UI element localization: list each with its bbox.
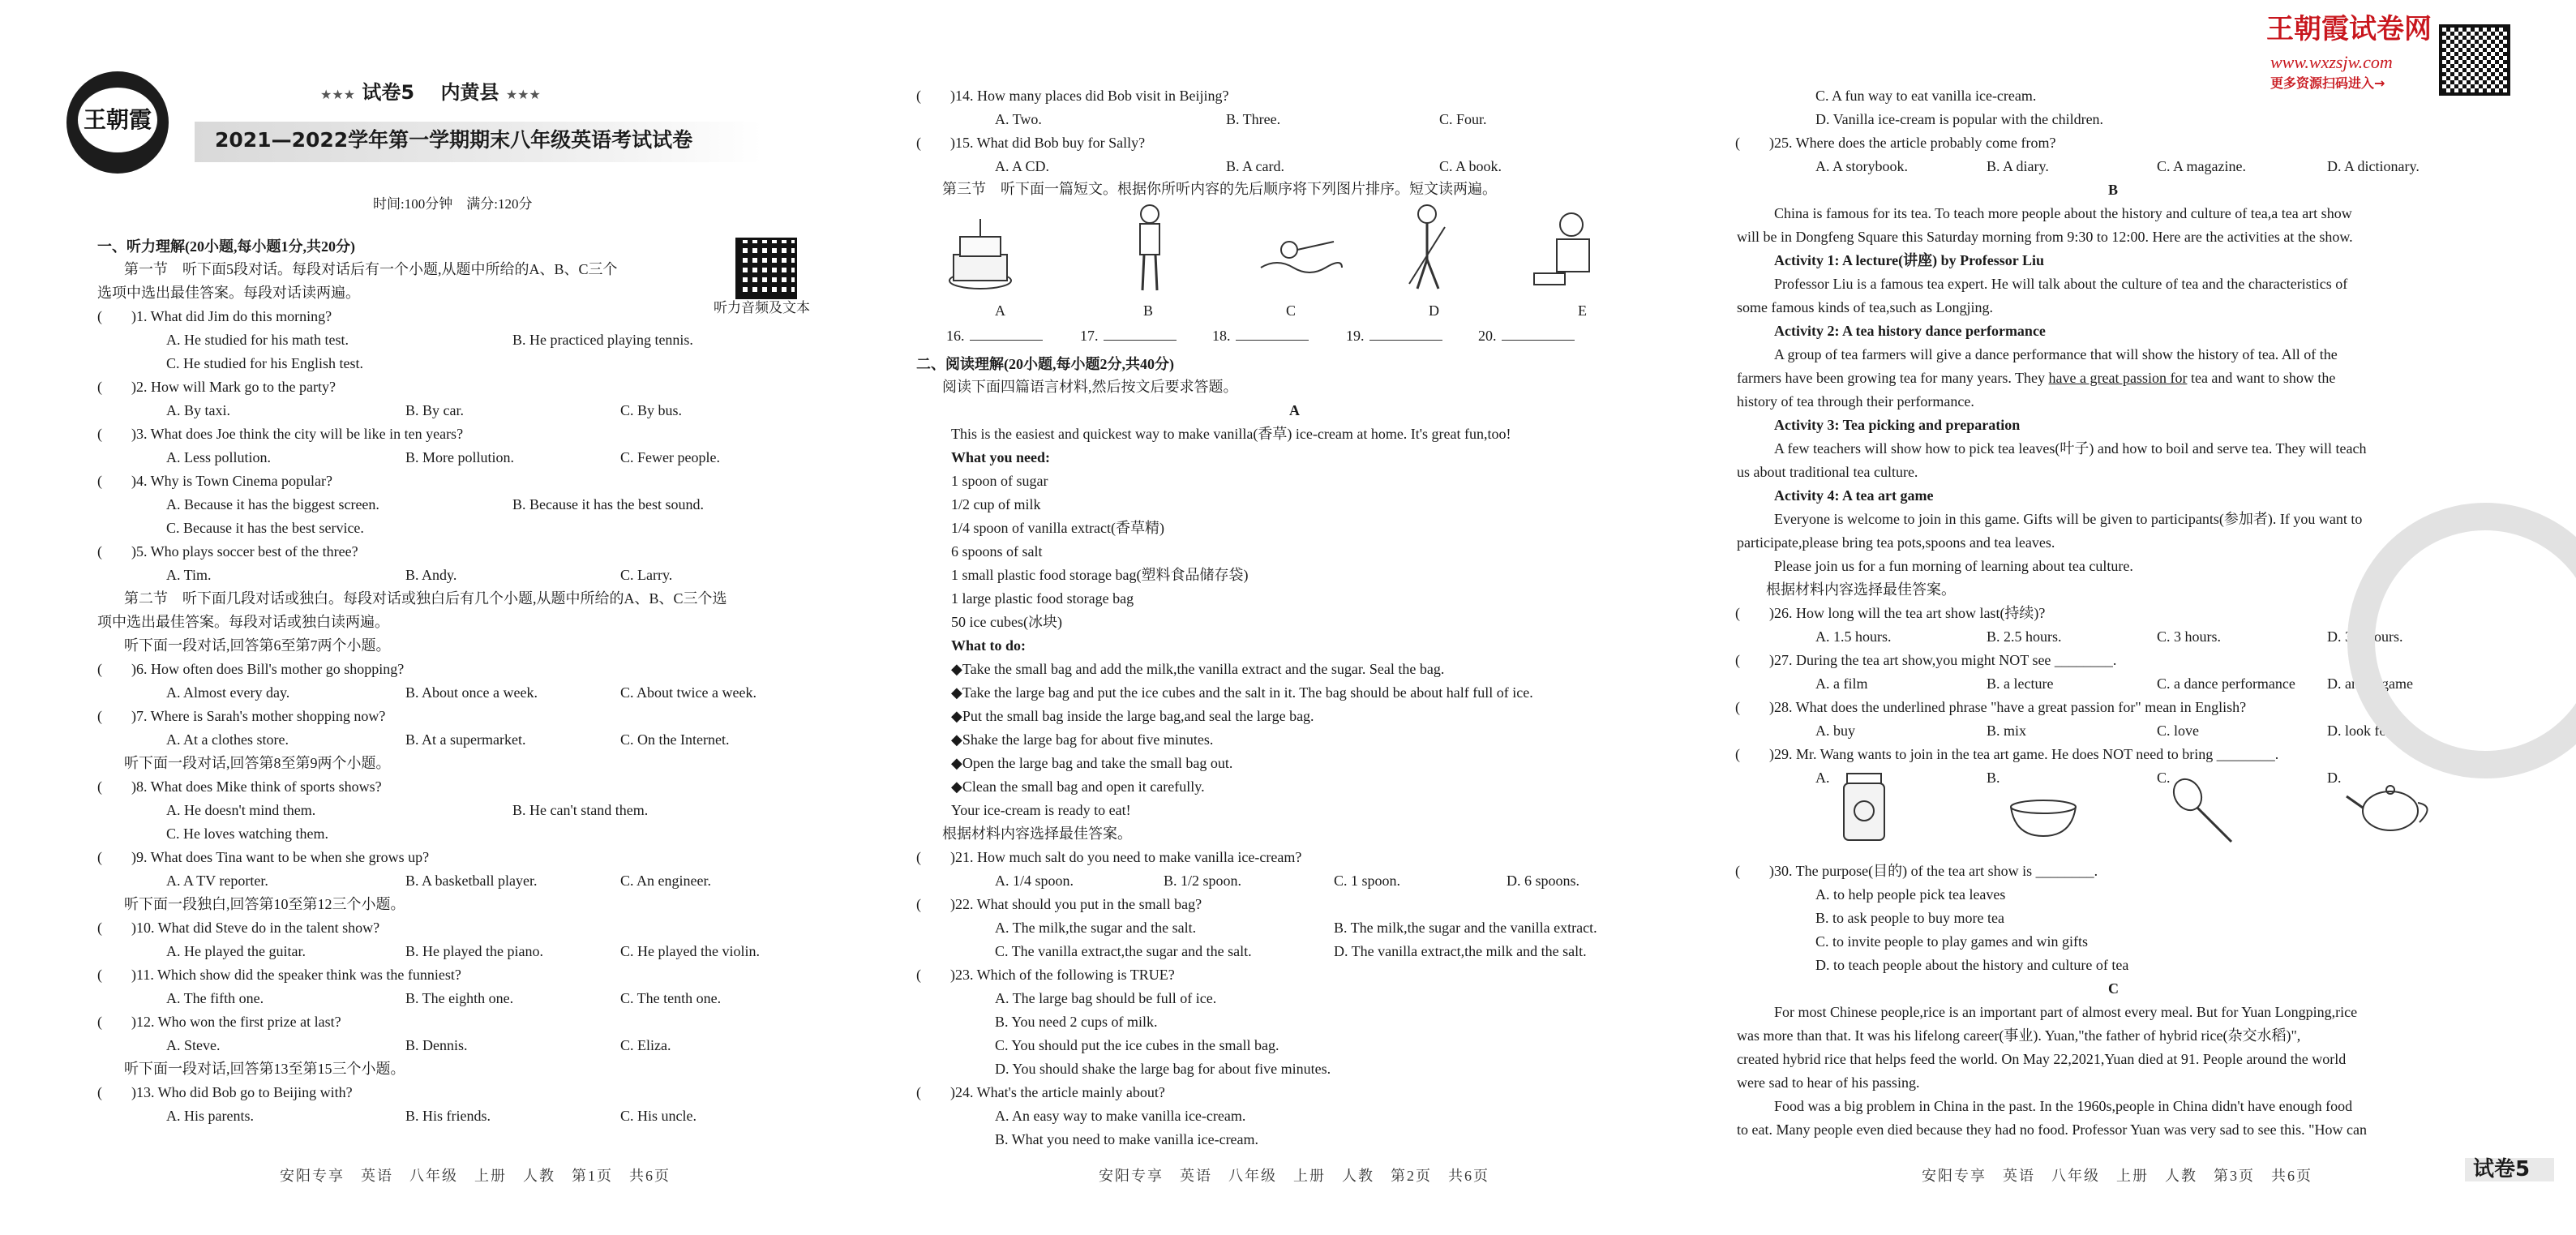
qr-code-icon: [735, 238, 797, 299]
option: B. 1/2 spoon.: [1164, 873, 1242, 889]
passage-text: Everyone is welcome to join in this game. Gifts will be given to participants(参加者). If you want to: [1774, 511, 2363, 527]
exam-meta: 时间:100分钟 满分:120分: [373, 196, 533, 212]
teapot-picture: [2343, 778, 2441, 835]
option: D. Vanilla ice-cream is popular with the children.: [1815, 111, 2104, 127]
answer-blank[interactable]: 19.: [1346, 324, 1442, 348]
page-footer: 安阳专享 英语 八年级 上册 人教 第1页 共6页: [280, 1168, 671, 1184]
instruction: 听下面一段对话,回答第13至第15三个小题。: [124, 1061, 405, 1077]
option: C. 1 spoon.: [1334, 873, 1401, 889]
option: C. a dance performance: [2157, 675, 2295, 692]
option: A. 1.5 hours.: [1815, 628, 1892, 645]
question: ( )24. What's the article mainly about?: [916, 1084, 1165, 1100]
option: B. A basketball player.: [405, 873, 538, 889]
passage-text: 1/2 cup of milk: [951, 496, 1041, 512]
passage-text: China is famous for its tea. To teach more people about the history and culture of tea,a tea art show: [1774, 205, 2352, 221]
boy-reading-picture: [1524, 207, 1614, 292]
option: B. Because it has the best sound.: [512, 496, 704, 512]
passage-text: Please join us for a fun morning of learning about tea culture.: [1774, 558, 2133, 574]
picture-label: E: [1578, 302, 1587, 319]
question: ( )25. Where does the article probably come from?: [1735, 135, 2056, 151]
question: ( )1. What did Jim do this morning?: [97, 308, 332, 324]
option: B. to ask people to buy more tea: [1815, 910, 2004, 926]
option: B. What you need to make vanilla ice-cream.: [995, 1131, 1259, 1147]
option: C. His uncle.: [620, 1108, 697, 1124]
passage-label: C: [2108, 980, 2119, 997]
option: A. He played the guitar.: [166, 943, 306, 959]
question: ( )6. How often does Bill's mother go shopping?: [97, 661, 405, 677]
instruction: 第一节 听下面5段对话。每段对话后有一个小题,从题中所给的A、B、C三个: [124, 261, 618, 277]
question: ( )14. How many places did Bob visit in Beijing?: [916, 88, 1229, 104]
question: ( )23. Which of the following is TRUE?: [916, 967, 1175, 983]
page-1: [0, 0, 859, 1235]
option: A. A storybook.: [1815, 158, 1909, 174]
option: D.: [2327, 770, 2342, 786]
option: B. Andy.: [405, 567, 457, 583]
option: B. a lecture: [1987, 675, 2054, 692]
option: C. Eliza.: [620, 1037, 671, 1053]
option: A. A TV reporter.: [166, 873, 268, 889]
option: D. an art game: [2327, 675, 2413, 692]
passage-subtitle: Activity 2: A tea history dance performance: [1774, 323, 2046, 339]
cake-picture: [947, 212, 1014, 292]
option: C. Fewer people.: [620, 449, 720, 465]
passage-text: 1 spoon of sugar: [951, 473, 1048, 489]
option: B. At a supermarket.: [405, 731, 526, 748]
question: ( )13. Who did Bob go to Beijing with?: [97, 1084, 353, 1100]
passage-text: ◆Take the small bag and add the milk,the vanilla extract and the sugar. Seal the bag.: [951, 661, 1445, 677]
option: C. Four.: [1439, 111, 1487, 127]
instruction: 第二节 听下面几段对话或独白。每段对话或独白后有几个小题,从题中所给的A、B、C三个选: [124, 590, 727, 607]
passage-text: were sad to hear of his passing.: [1737, 1074, 1920, 1091]
option: A. The fifth one.: [166, 990, 264, 1006]
question: ( )21. How much salt do you need to make vanilla ice-cream?: [916, 849, 1302, 865]
brand-more: 更多资源扫码进入→: [2270, 75, 2385, 91]
option: C. He loves watching them.: [166, 825, 328, 842]
passage-text: created hybrid rice that helps feed the world. On May 22,2021,Yuan died at 91. People around the world: [1737, 1051, 2347, 1067]
option: C. Because it has the best service.: [166, 520, 364, 536]
qr-caption: 听力音频及文本: [714, 300, 810, 315]
underlined-phrase: have a great passion for: [2048, 370, 2188, 386]
instruction: 根据材料内容选择最佳答案。: [1766, 581, 1956, 598]
instruction: 听下面一段独白,回答第10至第12三个小题。: [124, 896, 405, 912]
passage-text: ◆Take the large bag and put the ice cubes and the salt in it. The bag should be about half full of ice.: [951, 684, 1533, 701]
passage-text: will be in Dongfeng Square this Saturday morning from 9:30 to 12:00. Here are the activities at the show.: [1737, 229, 2353, 245]
question: ( )27. During the tea art show,you might NOT see ________.: [1735, 652, 2117, 668]
question: ( )22. What should you put in the small bag?: [916, 896, 1202, 912]
picture-label: C: [1286, 302, 1297, 319]
section-title: 一、听力理解(20小题,每小题1分,共20分): [97, 238, 355, 255]
option: D. look for: [2327, 723, 2392, 739]
picture-label: D: [1429, 302, 1439, 319]
option: C. A fun way to eat vanilla ice-cream.: [1815, 88, 2037, 104]
passage-text: This is the easiest and quickest way to make vanilla(香草) ice-cream at home. It's great fun,too!: [951, 426, 1511, 442]
option: D. to teach people about the history and culture of tea: [1815, 957, 2129, 973]
option: A. The large bag should be full of ice.: [995, 990, 1217, 1006]
spoon-picture: [2171, 777, 2236, 845]
option: D. The vanilla extract,the milk and the salt.: [1334, 943, 1587, 959]
option: C.: [2157, 770, 2171, 786]
option: B. He can't stand them.: [512, 802, 649, 818]
option: D. 6 spoons.: [1507, 873, 1580, 889]
swimmer-picture: [1257, 227, 1346, 284]
passage-text: For most Chinese people,rice is an important part of almost every meal. But for Yuan Longping,rice: [1774, 1004, 2358, 1020]
answer-blank[interactable]: 16.: [946, 324, 1043, 348]
option: C. 3 hours.: [2157, 628, 2222, 645]
option: B. His friends.: [405, 1108, 491, 1124]
passage-text: ◆Clean the small bag and open it carefully.: [951, 778, 1205, 795]
tea-leaves-jar-picture: [1839, 770, 1889, 843]
option: A. Tim.: [166, 567, 212, 583]
option: A. to help people pick tea leaves: [1815, 886, 2006, 903]
instruction: 根据材料内容选择最佳答案。: [942, 825, 1132, 842]
option: C. A book.: [1439, 158, 1502, 174]
option: A. Steve.: [166, 1037, 221, 1053]
question: ( )10. What did Steve do in the talent show?: [97, 920, 380, 936]
page-2: [908, 0, 1719, 1235]
boy-sweeping-picture: [1395, 203, 1459, 294]
passage-text: 1 small plastic food storage bag(塑料食品储存袋): [951, 567, 1249, 583]
option: A. At a clothes store.: [166, 731, 289, 748]
picture-label: A: [995, 302, 1005, 319]
passage-text: A group of tea farmers will give a dance performance that will show the history of tea. All of the: [1774, 346, 2338, 362]
question: ( )26. How long will the tea art show last(持续)?: [1735, 605, 2046, 621]
passage-text: 50 ice cubes(冰块): [951, 614, 1062, 630]
passage-text: us about traditional tea culture.: [1737, 464, 1918, 480]
brand-name: 王朝霞试卷网: [2266, 13, 2432, 45]
option: C. The vanilla extract,the sugar and the salt.: [995, 943, 1252, 959]
passage-text: 1/4 spoon of vanilla extract(香草精): [951, 520, 1164, 536]
passage-text: 1 large plastic food storage bag: [951, 590, 1134, 607]
picture-label: B: [1143, 302, 1154, 319]
question: ( )8. What does Mike think of sports shows?: [97, 778, 382, 795]
option: C. On the Internet.: [620, 731, 730, 748]
option: A. buy: [1815, 723, 1855, 739]
option: A. Two.: [995, 111, 1042, 127]
option: D. 3.5 hours.: [2327, 628, 2403, 645]
option: B. He practiced playing tennis.: [512, 332, 693, 348]
option: C. About twice a week.: [620, 684, 757, 701]
option: C. He played the violin.: [620, 943, 760, 959]
option: A. By taxi.: [166, 402, 230, 418]
passage-text: ◆Open the large bag and take the small bag out.: [951, 755, 1233, 771]
passage-text: ◆Shake the large bag for about five minutes.: [951, 731, 1214, 748]
option: B. More pollution.: [405, 449, 514, 465]
instruction: 阅读下面四篇语言材料,然后按文后要求答题。: [942, 379, 1238, 395]
option: A. A CD.: [995, 158, 1050, 174]
question: ( )15. What did Bob buy for Sally?: [916, 135, 1146, 151]
option: A. The milk,the sugar and the salt.: [995, 920, 1197, 936]
passage-subtitle: Activity 1: A lecture(讲座) by Professor Liu: [1774, 252, 2044, 268]
option: C. Larry.: [620, 567, 673, 583]
page-footer: 安阳专享 英语 八年级 上册 人教 第2页 共6页: [1099, 1168, 1489, 1184]
option: B. He played the piano.: [405, 943, 543, 959]
option: B. By car.: [405, 402, 464, 418]
passage-subtitle: Activity 4: A tea art game: [1774, 487, 1934, 504]
option: A.: [1815, 770, 1830, 786]
exam-title: 2021—2022学年第一学期期末八年级英语考试试卷: [215, 128, 693, 152]
boy-standing-picture: [1125, 203, 1174, 294]
passage-text: participate,please bring tea pots,spoons and tea leaves.: [1737, 534, 2055, 551]
corner-paper-tag: 试卷5: [2465, 1158, 2554, 1181]
option: D. A dictionary.: [2327, 158, 2420, 174]
passage-text: Your ice-cream is ready to eat!: [951, 802, 1131, 818]
tea-bowl-picture: [2007, 799, 2080, 843]
question: ( )5. Who plays soccer best of the three?: [97, 543, 358, 560]
option: A. Less pollution.: [166, 449, 271, 465]
passage-text: ◆Put the small bag inside the large bag,and seal the large bag.: [951, 708, 1314, 724]
passage-text: 6 spoons of salt: [951, 543, 1043, 560]
option: C. By bus.: [620, 402, 683, 418]
brand-url[interactable]: www.wxzsjw.com: [2270, 52, 2393, 72]
option: B. A diary.: [1987, 158, 2049, 174]
question: ( )7. Where is Sarah's mother shopping now?: [97, 708, 386, 724]
option: A. a film: [1815, 675, 1868, 692]
option: B.: [1987, 770, 2000, 786]
answer-blank[interactable]: 20.: [1478, 324, 1575, 348]
option: A. 1/4 spoon.: [995, 873, 1074, 889]
passage-text: Food was a big problem in China in the past. In the 1960s,people in China didn't have enough food: [1774, 1098, 2353, 1114]
answer-blank[interactable]: 18.: [1212, 324, 1309, 348]
option: B. About once a week.: [405, 684, 538, 701]
instruction: 听下面一段对话,回答第6至第7两个小题。: [124, 637, 391, 654]
question: ( )4. Why is Town Cinema popular?: [97, 473, 333, 489]
option: A. Because it has the biggest screen.: [166, 496, 379, 512]
option: D. You should shake the large bag for about five minutes.: [995, 1061, 1331, 1077]
paper-header: ★★★ 试卷5 内黄县 ★★★: [320, 81, 541, 104]
passage-label: A: [1289, 402, 1300, 418]
option: B. 2.5 hours.: [1987, 628, 2062, 645]
option: C. You should put the ice cubes in the small bag.: [995, 1037, 1279, 1053]
option: C. love: [2157, 723, 2199, 739]
passage-text: to eat. Many people even died because they had no food. Professor Yuan was very sad to see this. "How can: [1737, 1121, 2367, 1138]
instruction: 项中选出最佳答案。每段对话或独白读两遍。: [97, 614, 389, 630]
brand-qr-code-icon[interactable]: [2439, 24, 2510, 96]
option: C. He studied for his English test.: [166, 355, 363, 371]
passage-text: some famous kinds of tea,such as Longjing.: [1737, 299, 1993, 315]
instruction: 听下面一段对话,回答第8至第9两个小题。: [124, 755, 391, 771]
answer-blank[interactable]: 17.: [1080, 324, 1177, 348]
passage-subtitle: What to do:: [951, 637, 1027, 654]
passage-text: was more than that. It was his lifelong career(事业). Yuan,"the father of hybrid rice(杂交水稻)",: [1737, 1027, 2301, 1044]
option: C. The tenth one.: [620, 990, 722, 1006]
option: A. He studied for his math test.: [166, 332, 349, 348]
option: C. to invite people to play games and win gifts: [1815, 933, 2088, 950]
wangzhaoxia-seal-logo: 王朝霞: [66, 71, 169, 174]
passage-text: Professor Liu is a famous tea expert. He will talk about the culture of tea and the characteristics of: [1774, 276, 2348, 292]
option: C. An engineer.: [620, 873, 711, 889]
option: A. An easy way to make vanilla ice-cream.: [995, 1108, 1246, 1124]
option: B. A card.: [1226, 158, 1284, 174]
question: ( )12. Who won the first prize at last?: [97, 1014, 341, 1030]
question: ( )3. What does Joe think the city will be like in ten years?: [97, 426, 464, 442]
option: C. A magazine.: [2157, 158, 2246, 174]
section-title: 二、阅读理解(20小题,每小题2分,共40分): [916, 356, 1174, 372]
passage-text: history of tea through their performance.: [1737, 393, 1974, 410]
passage-text: farmers have been growing tea for many years. They have a great passion for tea and want to show the: [1737, 370, 2336, 386]
passage-label: B: [2108, 182, 2119, 198]
question: ( )28. What does the underlined phrase "have a great passion for" mean in English?: [1735, 699, 2247, 715]
option: A. He doesn't mind them.: [166, 802, 316, 818]
option: B. You need 2 cups of milk.: [995, 1014, 1158, 1030]
option: B. The eighth one.: [405, 990, 514, 1006]
question: ( )11. Which show did the speaker think was the funniest?: [97, 967, 461, 983]
passage-text: A few teachers will show how to pick tea leaves(叶子) and how to boil and serve tea. They will teach: [1774, 440, 2367, 457]
option: B. mix: [1987, 723, 2027, 739]
option: A. His parents.: [166, 1108, 254, 1124]
instruction: 选项中选出最佳答案。每段对话读两遍。: [97, 285, 360, 301]
passage-subtitle: Activity 3: Tea picking and preparation: [1774, 417, 2021, 433]
option: B. Dennis.: [405, 1037, 468, 1053]
option: A. Almost every day.: [166, 684, 290, 701]
question: ( )9. What does Tina want to be when she grows up?: [97, 849, 430, 865]
page-footer: 安阳专享 英语 八年级 上册 人教 第3页 共6页: [1922, 1168, 2312, 1184]
option: B. Three.: [1226, 111, 1281, 127]
passage-subtitle: What you need:: [951, 449, 1051, 465]
question: ( )2. How will Mark go to the party?: [97, 379, 336, 395]
question: ( )29. Mr. Wang wants to join in the tea art game. He does NOT need to bring ________.: [1735, 746, 2279, 762]
instruction: 第三节 听下面一篇短文。根据你所听内容的先后顺序将下列图片排序。短文读两遍。: [942, 181, 1497, 197]
option: B. The milk,the sugar and the vanilla extract.: [1334, 920, 1597, 936]
question: ( )30. The purpose(目的) of the tea art show is ________.: [1735, 863, 2098, 879]
